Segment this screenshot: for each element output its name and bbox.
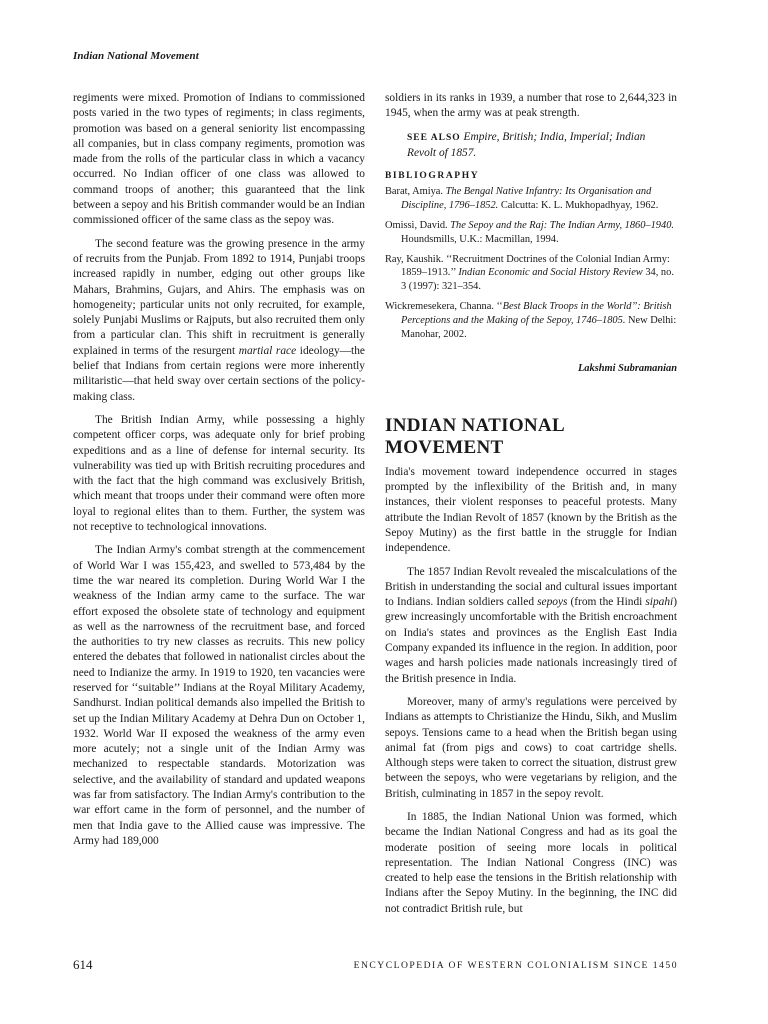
left-column (73, 91, 365, 857)
text-run: (from the Hindi (567, 596, 646, 609)
body-paragraph: Moreover, many of army's regulations were perceived by Indians as attempts to Christianize the Hindu, Sikh, and Muslim sepoys. Tensions came to a head when the British began using animal fat (from pigs and cows) to coat cartridge shells. Although steps were taken to correct the situation, distrust grew between the sepoys, who were vegetarians by religion, and the British, culminating in 1857 in the sepoy revolt. (385, 695, 678, 800)
italic-term: sepoys (537, 596, 568, 609)
bibliography-heading: BIBLIOGRAPHY (385, 171, 480, 182)
bibliography-entry (385, 185, 677, 213)
bib-author: Omissi, David. (385, 220, 451, 232)
italic-term: martial race (238, 344, 297, 357)
body-paragraph: The Indian Army's combat strength at the commencement of World War I was 155,423, and swelled to 573,484 by the time the war neared its completion. During World War I the weakness of the Indian army came to the surface. The war effort exposed the obsolete state of technology and equipment as well as the narrowness of the recruitment base, and forced the authorities to try new classes as recruits. This new policy entered the debates that followed in nationalist circles about the need to Indianize the army. In 1919 to 1920, ten vacancies were reserved for ‘‘suitable’’ Indians at the Royal Military Academy, Sandhurst. Indian political demands also impelled the British to set up the Indian Military Academy at Dehra Dun on October 1, 1932. World War II exposed the weakness of the army even more acutely; not a single unit of the Indian Army was mechanized to respectable standards. Motorization was selective, and the availability of standard and updated weapons was far from satisfactory. The Indian Army's contribution to the war effort came in the form of personnel, and the number of men that India gave to the Allied cause was impressive. The Army had 189,000 (73, 544, 365, 847)
bib-author: Ray, Kaushik. ‘‘Recruitment Doctrines of the Colonial Indian Army: 1859–1913.’’ (385, 253, 670, 279)
bibliography-entry (385, 300, 677, 341)
text-run: ideology—the belief that Indians from certain regions were more inherently militaristic—that held sway over certain sections of the policy-making class. (73, 344, 365, 403)
entry-title: INDIAN NATIONAL MOVEMENT (385, 414, 564, 458)
bib-title: The Sepoy and the Raj: The Indian Army, 1860–1940. (450, 220, 674, 232)
body-paragraph: The British Indian Army, while possessing a highly competent officer corps, was adequate only for brief probing expeditions and as a line of defense for internal security. Its vulnerability was tied up with British recruiting procedures and with the fact that the high command was exclusively British, which meant that troops under their command were often more loyal to regional elites than to them. Further, the system was not receptive to technological innovations. (73, 413, 365, 534)
book-title-footer: ENCYCLOPEDIA OF WESTERN COLONIALISM SINCE 1450 (353, 960, 678, 971)
see-also-topics: Empire, British; India, Imperial; Indian Revolt of 1857. (407, 130, 646, 159)
body-paragraph: India's movement toward independence occurred in stages prompted by the inflexibility of the British and, in many instances, their violent responses to peaceful protests. Many attribute the Indian Revolt of 1857 (known by the British as the Sepoy Mutiny) as the first battle in the struggle for Indian independence. (385, 465, 677, 555)
bib-publisher: 34, no. 3 (1997): 321–354. (401, 267, 674, 293)
bib-title: The Bengal Native Infantry: Its Organisation and Discipline, 1796–1852. (401, 186, 652, 212)
right-column (385, 91, 677, 925)
italic-term: sipahi (645, 596, 674, 609)
bib-author: Barat, Amiya. (385, 186, 446, 198)
body-paragraph: soldiers in its ranks in 1939, a number that rose to 2,644,323 in 1945, when the army was at peak strength. (385, 92, 677, 120)
bibliography-entry (385, 253, 677, 294)
text-run: The second feature was the growing presence in the army of recruits from the Punjab. From 1892 to 1914, Punjabi troops increased rapidly in number, edging out other groups like Mahars, Brahmins, Gujars, and Ahirs. The emphasis was on homogeneity; particular units not only recruited, for example, solely Punjabi Muslims or Rajputs, but also recruited them only from a particular clan. This shift in recruitment is generally explained in terms of the resurgent (73, 237, 365, 357)
bib-publisher: Calcutta: K. L. Mukhopadhyay, 1962. (498, 200, 659, 212)
see-also (385, 130, 677, 162)
running-head: Indian National Movement (73, 50, 199, 62)
bib-publisher: Houndsmills, U.K.: Macmillan, 1994. (401, 233, 559, 245)
see-also-label: SEE ALSO (407, 132, 461, 143)
body-paragraph (73, 237, 365, 405)
bibliography-entry (385, 219, 677, 247)
body-paragraph (385, 565, 677, 687)
bib-author: Wickremesekera, Channa. ‘‘ (385, 301, 503, 313)
page-number: 614 (73, 957, 93, 972)
bib-title: Best Black Troops in the World’’: British Perceptions and the Making of the Sepoy, 1746–1805. (401, 301, 672, 326)
body-paragraph: regiments were mixed. Promotion of Indians to commissioned posts varied in the two types of regiments; in class regiments, promotion was based on a general seniority list encompassing all companies, but in class company regiments, promotion was made from the rolls of the particular class in which a vacancy occurred. No Indian officer of one class was allowed to command troops of another; this guaranteed that the link between a sepoy and his British commander would be an Indian commissioned officer of the same class as the sepoy was. (73, 92, 365, 227)
text-run: ) grew increasingly uncomfortable with the British encroachment on India's states and provinces as the English East India Company expanded its influence in the region. In addition, poor wages and harsh policies made nationals increasingly tired of the British presence in India. (385, 596, 677, 685)
body-paragraph: In 1885, the Indian National Union was formed, which became the Indian National Congress and had as its goal the moderate position of seeing more locals in political representation. The Indian National Congress (INC) was created to help ease the tensions in the British relationship with Indians after the Sepoy Mutiny. In the beginning, the INC did not contradict British rule, but (385, 810, 677, 915)
text-run: The 1857 Indian Revolt revealed the miscalculations of the British in understanding the social and cultural issues important to Indians. Indian soldiers called (385, 565, 677, 609)
author-signature: Lakshmi Subramanian (577, 363, 677, 375)
bib-title: Indian Economic and Social History Review (458, 267, 643, 279)
bib-publisher: New Delhi: Manohar, 2002. (401, 314, 677, 340)
